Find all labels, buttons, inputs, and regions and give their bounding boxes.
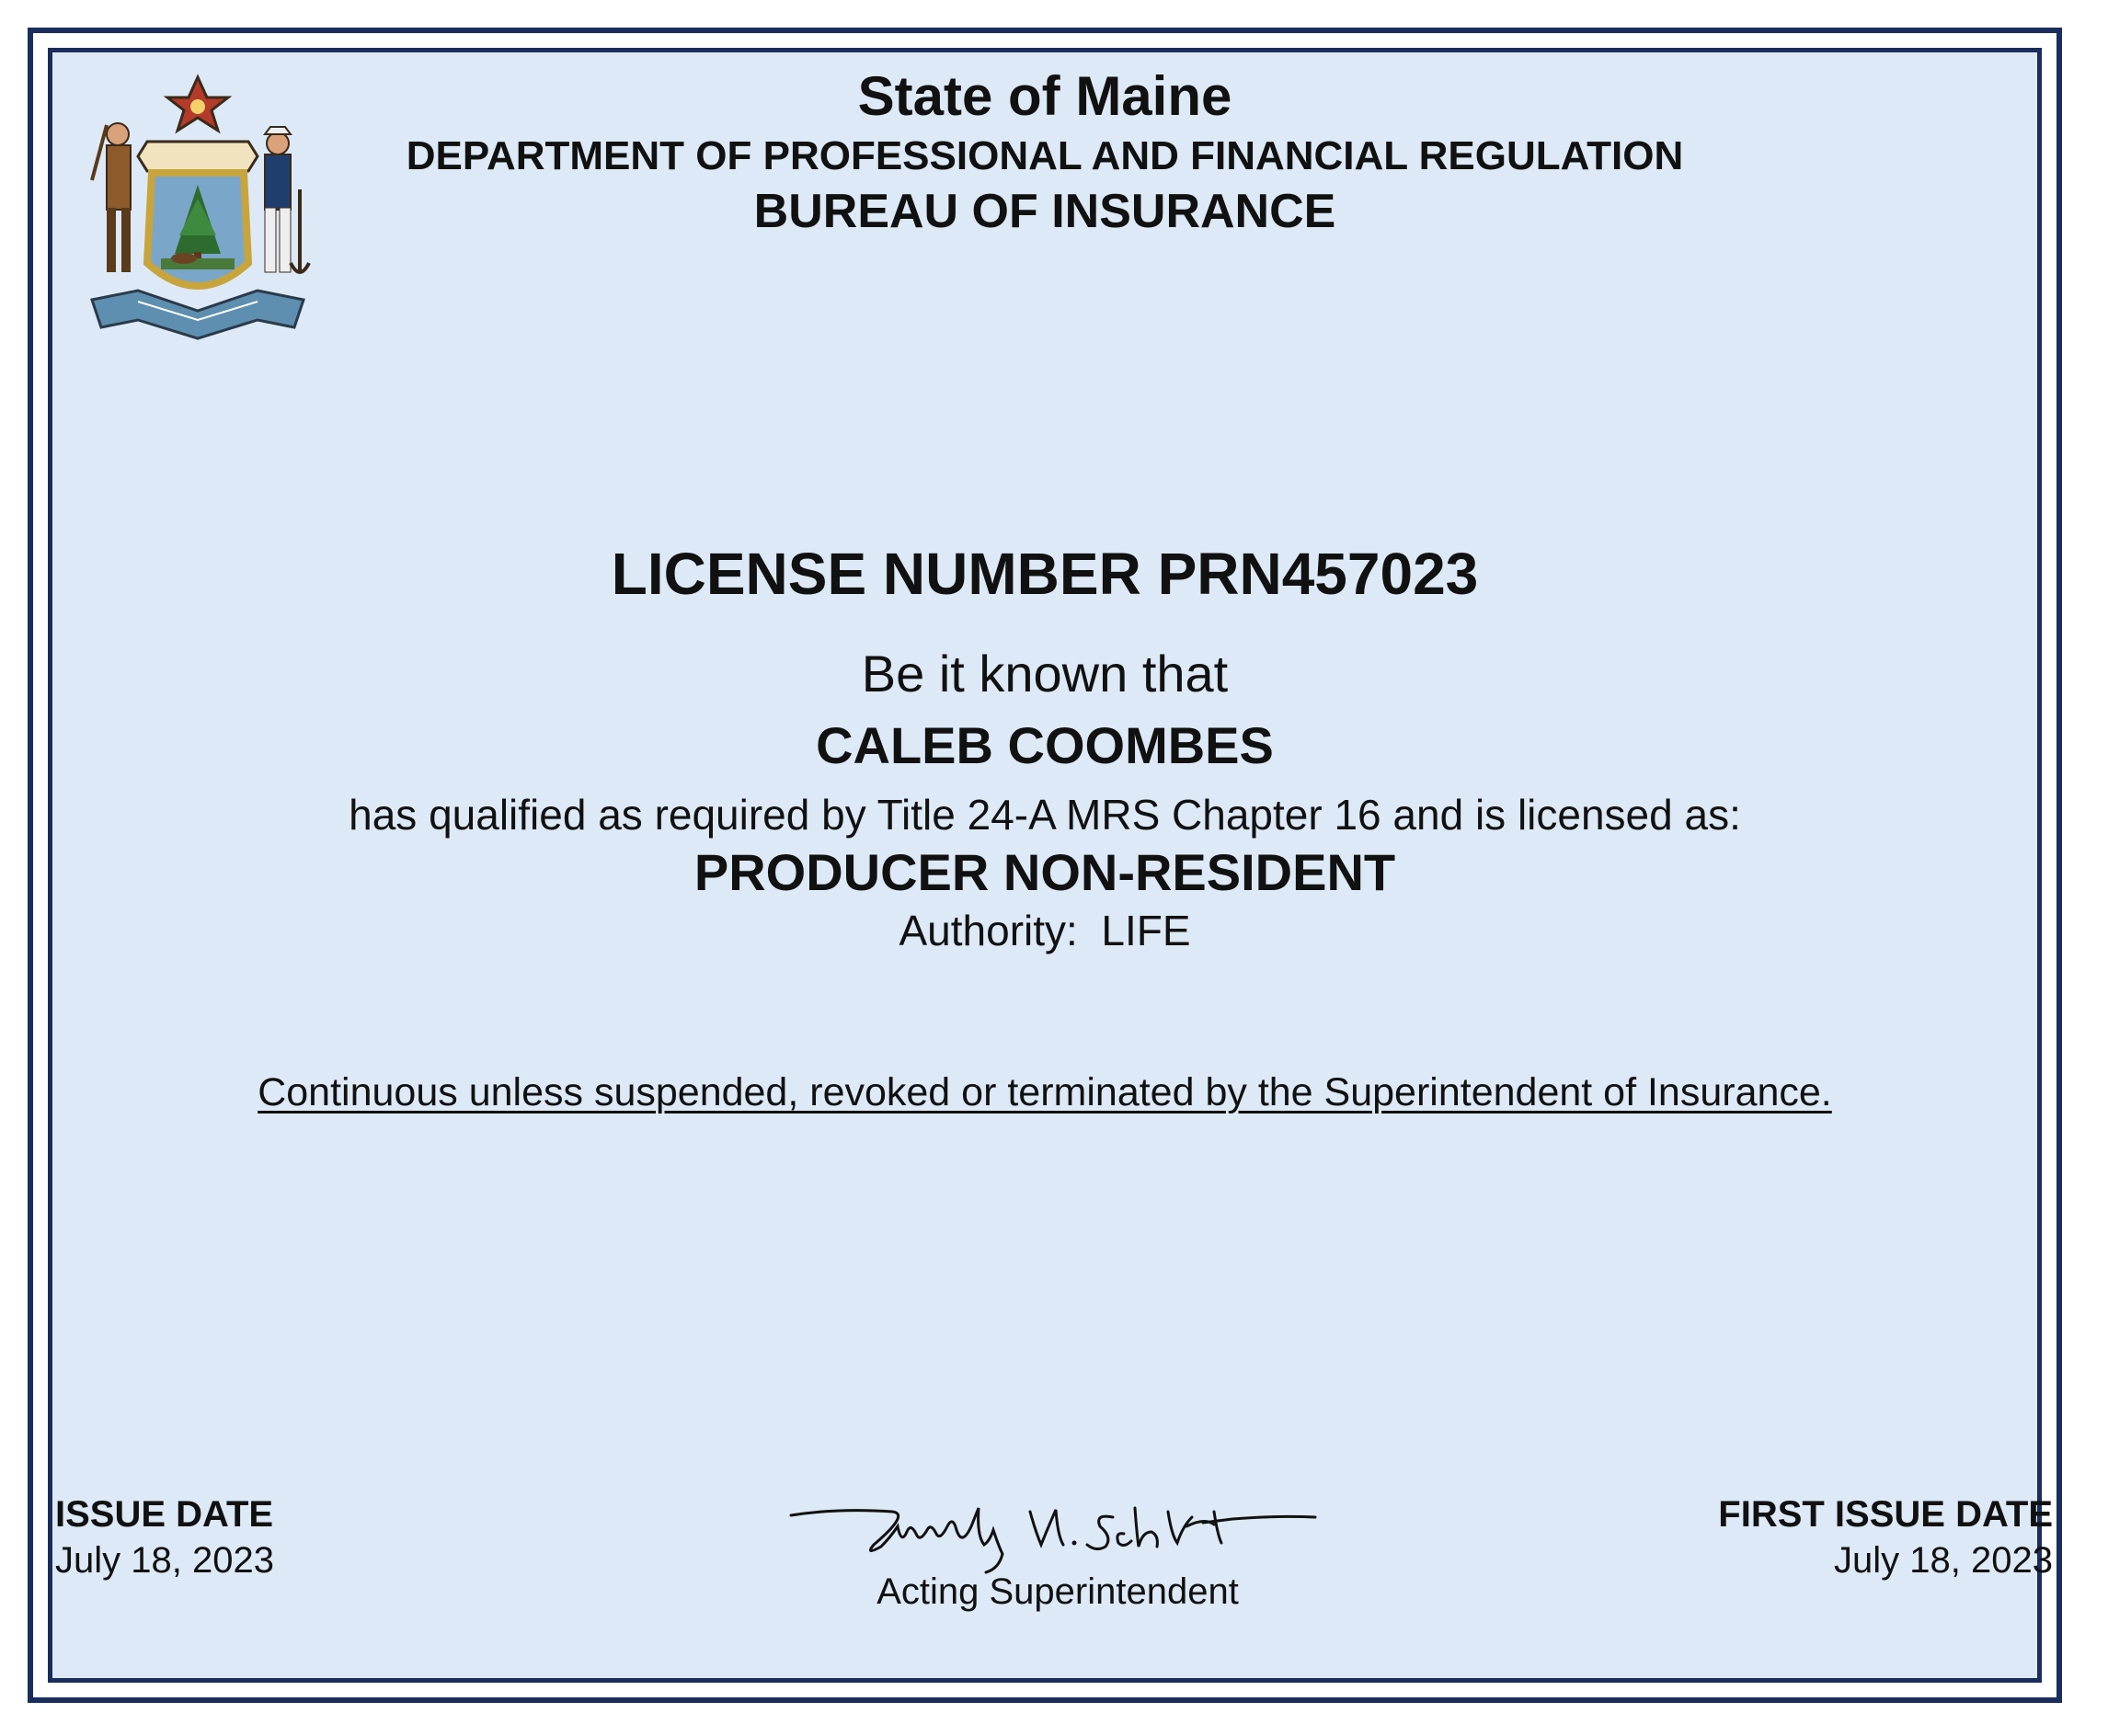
continuity-statement-text: Continuous unless suspended, revoked or terminated by the Superintendent of Insurance. (258, 1070, 1832, 1114)
license-type: PRODUCER NON-RESIDENT (693, 843, 1396, 901)
license-number: LICENSE NUMBER PRN457023 (611, 541, 1479, 607)
department-title: DEPARTMENT OF PROFESSIONAL AND FINANCIAL REGULATION (406, 133, 1684, 178)
first-issue-date-label: FIRST ISSUE DATE (1718, 1494, 2053, 1535)
issue-date-label: ISSUE DATE (55, 1494, 274, 1535)
license-holder-name: CALEB COOMBES (816, 716, 1274, 774)
state-title: State of Maine (857, 65, 1232, 127)
intro-text: Be it known that (861, 645, 1229, 702)
issue-date-block (55, 1491, 274, 1583)
qualification-text: has qualified as required by Title 24-A MRS Chapter 16 and is licensed as: (349, 791, 1741, 839)
bureau-title: BUREAU OF INSURANCE (753, 185, 1336, 238)
continuity-statement (52, 1067, 2037, 1118)
signatory-title: Acting Superintendent (876, 1571, 1239, 1612)
first-issue-date-block (1718, 1491, 2053, 1583)
first-issue-date-value: July 18, 2023 (1834, 1540, 2053, 1581)
signature-icon (782, 1490, 1334, 1582)
authority-line: Authority: LIFE (899, 907, 1191, 954)
issue-date-value: July 18, 2023 (55, 1540, 274, 1581)
